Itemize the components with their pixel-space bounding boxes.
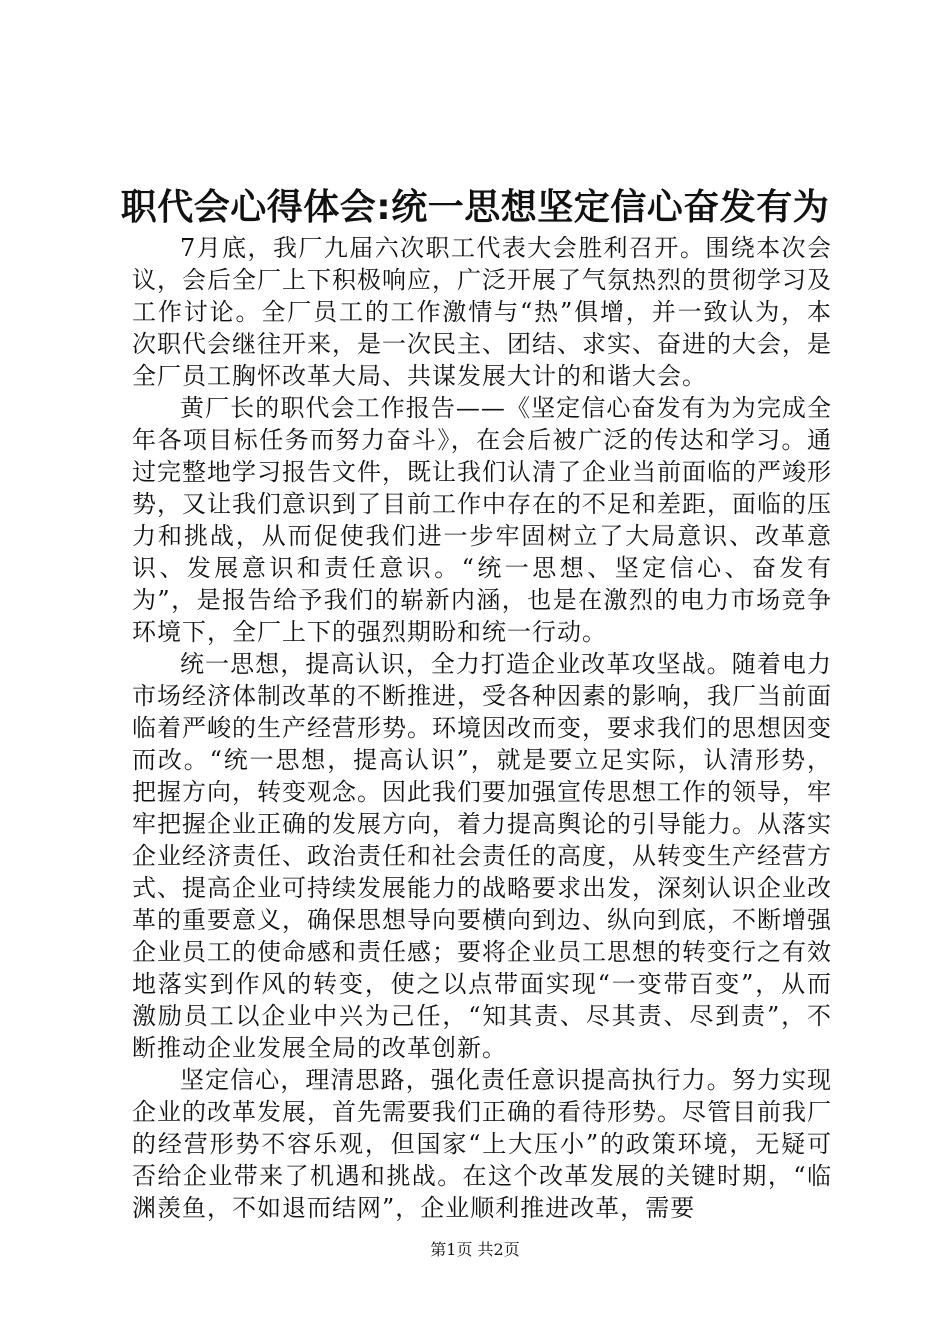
- document-body: [132, 232, 832, 1224]
- page-number-footer: 第1页 共2页: [430, 1240, 520, 1259]
- paragraph-2: 黄厂长的职代会工作报告——《坚定信心奋发有为为完成全年各项目标任务而努力奋斗》，在会后被广泛的传达和学习。通过完整地学习报告文件，既让我们认清了企业当前面临的严竣形势，又让我们意识到了目前工作中存在的不足和差距，面临的压力和挑战，从而促使我们进一步牢固树立了大局意识、改革意识、发展意识和责任意识。“统一思想、坚定信心、奋发有为”，是报告给予我们的崭新内涵，也是在激烈的电力市场竞争环境下，全厂上下的强烈期盼和统一行动。: [132, 394, 832, 646]
- document-title: 职代会心得体会:统一思想坚定信心奋发有为: [120, 187, 830, 228]
- paragraph-4: 坚定信心，理清思路，强化责任意识提高执行力。努力实现企业的改革发展，首先需要我们正确的看待形势。尽管目前我厂的经营形势不容乐观，但国家“上大压小”的政策环境，无疑可否给企业带来了机遇和挑战。在这个改革发展的关键时期，“临渊羡鱼，不如退而结网”，企业顺利推进改革，需要: [132, 1066, 832, 1222]
- paragraph-1: 7月底，我厂九届六次职工代表大会胜利召开。围绕本次会议，会后全厂上下积极响应，广泛开展了气氛热烈的贯彻学习及工作讨论。全厂员工的工作激情与“热”俱增，并一致认为，本次职代会继往开来，是一次民主、团结、求实、奋进的大会，是全厂员工胸怀改革大局、共谋发展大计的和谐大会。: [132, 234, 832, 390]
- paragraph-3: 统一思想，提高认识，全力打造企业改革攻坚战。随着电力市场经济体制改革的不断推进，受各种因素的影响，我厂当前面临着严峻的生产经营形势。环境因改而变，要求我们的思想因变而改。“统一思想，提高认识”，就是要立足实际，认清形势，把握方向，转变观念。因此我们要加强宣传思想工作的领导，牢牢把握企业正确的发展方向，着力提高舆论的引导能力。从落实企业经济责任、政治责任和社会责任的高度，从转变生产经营方式、提高企业可持续发展能力的战略要求出发，深刻认识企业改革的重要意义，确保思想导向要横向到边、纵向到底，不断增强企业员工的使命感和责任感；要将企业员工思想的转变行之有效地落实到作风的转变，使之以点带面实现“一变带百变”，从而激励员工以企业中兴为己任，“知其责、尽其责、尽到责”，不断推动企业发展全局的改革创新。: [132, 650, 832, 1062]
